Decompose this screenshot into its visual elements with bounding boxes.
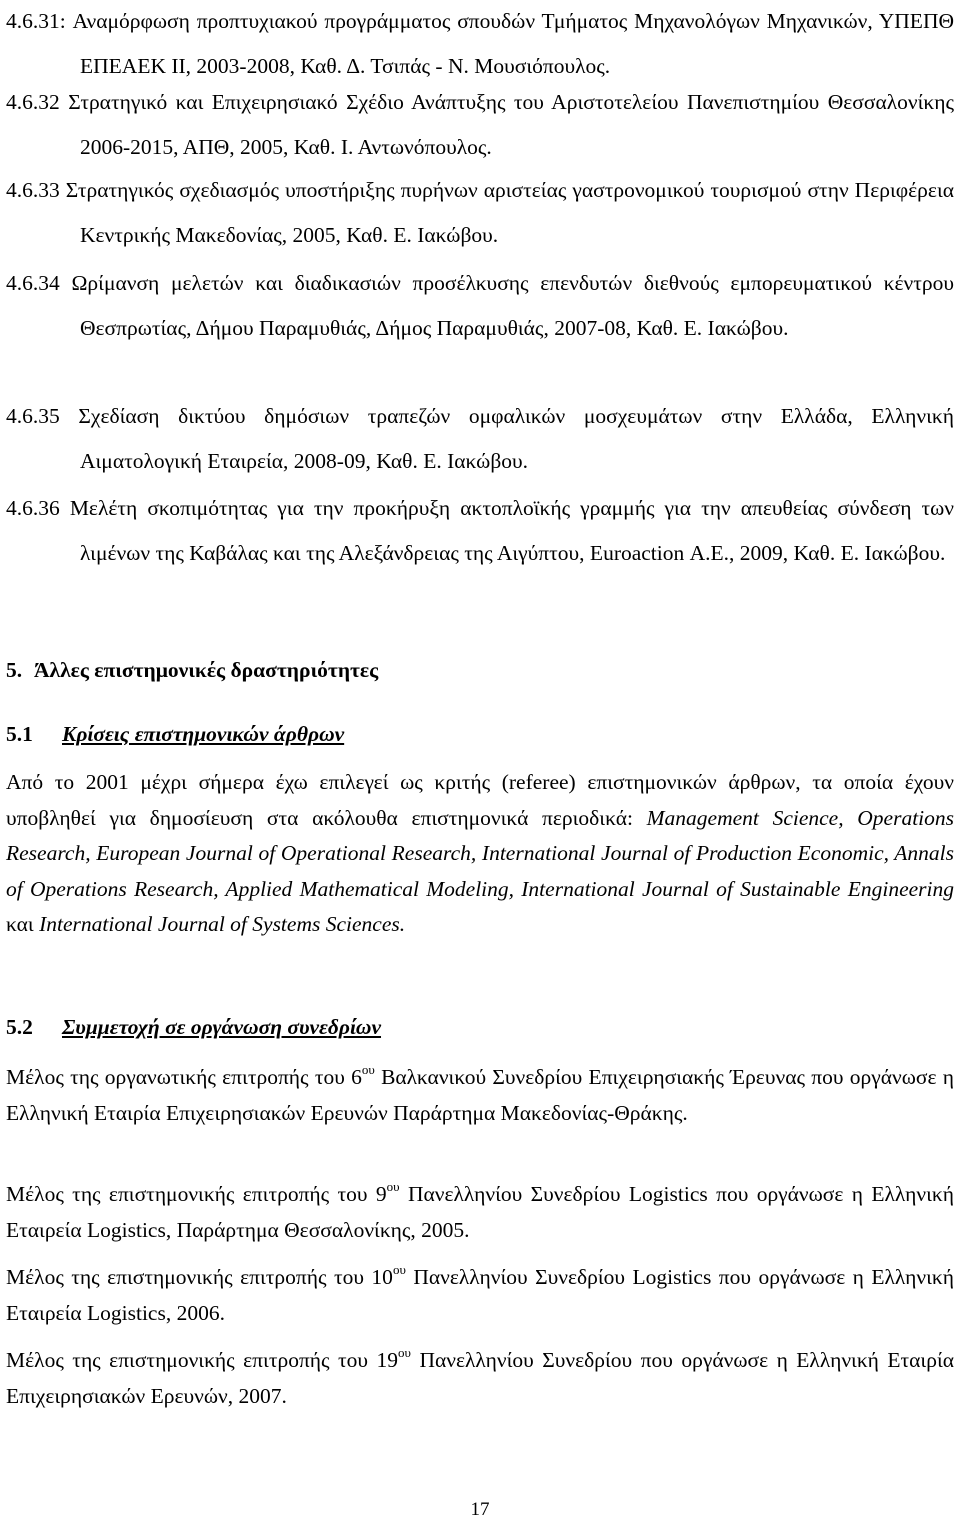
item-number: 4.6.32 [6, 90, 60, 114]
list-item [6, 168, 954, 258]
paragraph-text: Μέλος της επιστημονικής επιτροπής του 9 [6, 1182, 387, 1206]
referee-paragraph [6, 765, 954, 943]
list-item [6, 261, 954, 351]
list-item [6, 394, 954, 484]
item-text: Σχεδίαση δικτύου δημόσιων τραπεζών ομφαλικών μοσχευμάτων στην Ελλάδα, Ελληνική Αιματολογική Εταιρεία, 2008-09, Καθ. Ε. Ιακώβου. [78, 404, 955, 473]
subsection-number: 5.1 [6, 722, 33, 746]
paragraph-text: Πανελληνίου Συνεδρίου Logistics που οργάνωσε η Ελληνική Εταιρεία Logistics, Παράρτημα Θεσσαλονίκης, 2005. [6, 1182, 954, 1242]
item-number: 4.6.34 [6, 271, 60, 295]
subsection-heading [6, 1012, 381, 1042]
ordinal-suffix: ου [386, 1178, 400, 1194]
ordinal-suffix: ου [392, 1261, 406, 1277]
page-number: 17 [470, 1499, 490, 1520]
journal-list: Management Science, Operations Research, European Journal of Operational Research, International Journal of Production Economic, Annals of Operations Research, Applied Mathematical Modeling, International Journal of Sustainable Engineering [6, 805, 955, 901]
section-number: 5. [6, 658, 23, 682]
paragraph-text: Από το 2001 μέχρι σήμερα έχω επιλεγεί ως κριτής (referee) επιστημονικών άρθρων, τα οποία έχουν υποβληθεί για δημοσίευση στα ακόλουθα επιστημονικά περιοδικά: [6, 770, 954, 830]
subsection-number: 5.2 [6, 1015, 33, 1039]
committee-paragraph [6, 1342, 954, 1414]
item-text: Στρατηγικός σχεδιασμός υποστήριξης πυρήνων αριστείας γαστρονομικού τουρισμού στην Περιφέρεια Κεντρικής Μακεδονίας, 2005, Καθ. Ε. Ιακώβου. [65, 178, 954, 247]
item-text: Μελέτη σκοπιμότητας για την προκήρυξη ακτοπλοϊκής γραμμής για την απευθείας σύνδεση των λιμένων της Καβάλας και της Αλεξάνδρειας της Αιγύπτου, Euroaction Α.Ε., 2009, Καθ. Ε. Ιακώβου. [69, 496, 955, 565]
item-number: 4.6.35 [6, 404, 60, 428]
item-text: Ωρίμανση μελετών και διαδικασιών προσέλκυσης επενδυτών διεθνούς εμπορευματικού κέντρου Θεσπρωτίας, Δήμου Παραμυθιάς, Δήμος Παραμυθιάς, 2007-08, Καθ. Ε. Ιακώβου. [71, 271, 954, 340]
item-text: Στρατηγικό και Επιχειρησιακό Σχέδιο Ανάπτυξης του Αριστοτελείου Πανεπιστημίου Θεσσαλονίκης 2006-2015, ΑΠΘ, 2005, Καθ. Ι. Αντωνόπουλος. [68, 90, 955, 159]
ordinal-suffix: ου [398, 1344, 411, 1360]
paragraph-text: Πανελληνίου Συνεδρίου Logistics που οργάνωσε η Ελληνική Εταιρεία Logistics, 2006. [6, 1265, 954, 1325]
committee-paragraph [6, 1059, 954, 1131]
list-item [6, 0, 954, 89]
paragraph-text: Μέλος της επιστημονικής επιτροπής του 10 [6, 1265, 393, 1289]
item-number: 4.6.31: [6, 9, 66, 33]
paragraph-text: Βαλκανικού Συνεδρίου Επιχειρησιακής Έρευνας που οργάνωσε η Ελληνική Εταιρία Επιχειρησιακών Ερευνών Παράρτημα Μακεδονίας-Θράκης. [6, 1065, 954, 1125]
section-heading [6, 655, 378, 685]
paragraph-text: Πανελληνίου Συνεδρίου που οργάνωσε η Ελληνική Εταιρία Επιχειρησιακών Ερευνών, 2007. [6, 1348, 954, 1408]
subsection-title: Κρίσεις επιστημονικών άρθρων [62, 722, 345, 746]
item-number: 4.6.33 [6, 178, 60, 202]
journal-list-end: International Journal of Systems Sciences. [39, 912, 406, 936]
committee-paragraph [6, 1259, 954, 1331]
conjunction: και [6, 912, 40, 936]
item-text: Αναμόρφωση προπτυχιακού προγράμματος σπουδών Τμήματος Μηχανολόγων Μηχανικών, ΥΠΕΠΘ ΕΠΕΑΕΚ ΙΙ, 2003-2008, Καθ. Δ. Τσιπάς - Ν. Μουσιόπουλος. [72, 9, 954, 78]
committee-paragraph [6, 1176, 954, 1248]
section-title: Άλλες επιστημονικές δραστηριότητες [34, 658, 379, 682]
ordinal-suffix: ου [361, 1061, 375, 1077]
subsection-heading [6, 719, 344, 749]
list-item [6, 486, 954, 576]
paragraph-text: Μέλος της οργανωτικής επιτροπής του 6 [6, 1065, 362, 1089]
item-number: 4.6.36 [6, 496, 60, 520]
subsection-title: Συμμετοχή σε οργάνωση συνεδρίων [62, 1015, 382, 1039]
paragraph-text: Μέλος της επιστημονικής επιτροπής του 19 [6, 1348, 399, 1372]
list-item [6, 80, 954, 170]
